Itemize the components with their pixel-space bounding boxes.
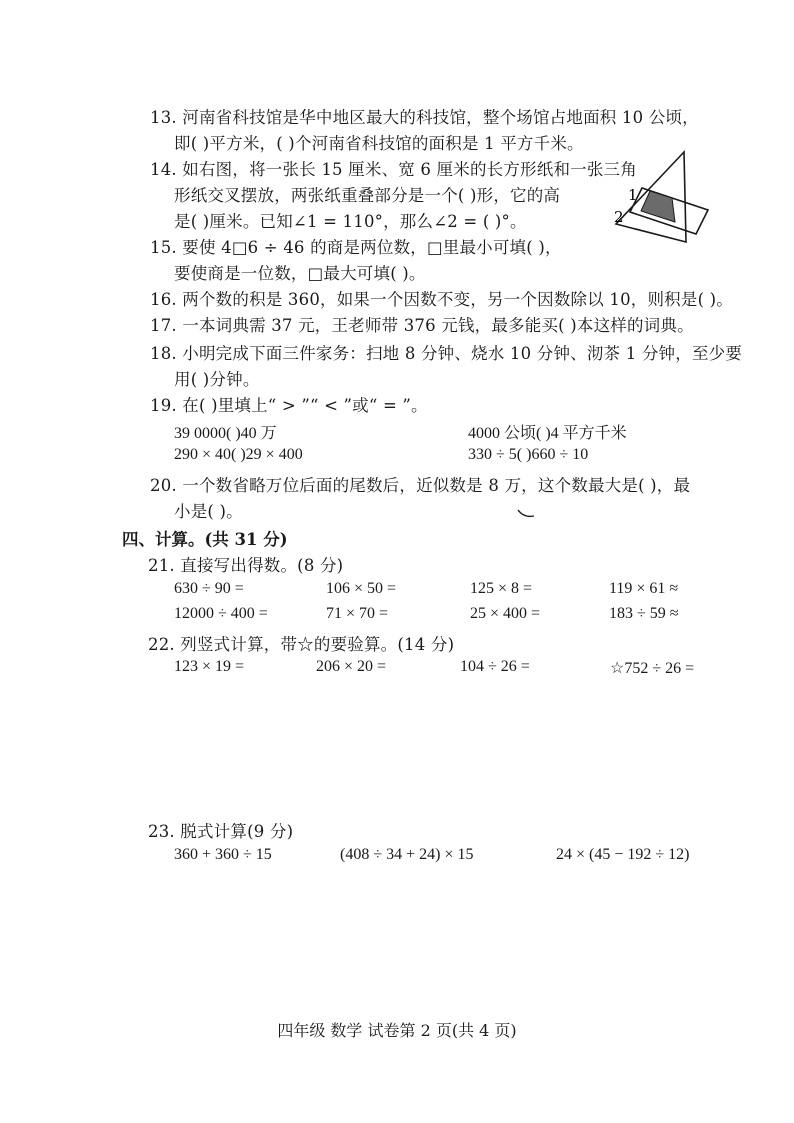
q23-title: 23. 脱式计算(9 分) — [148, 822, 294, 841]
q19-item: 290 × 40( )29 × 400 — [174, 446, 303, 463]
q22-item: 104 ÷ 26 = — [460, 658, 530, 675]
q19-line-1: 19. 在( )里填上“ > ”“ < ”或“ = ”。 — [150, 396, 428, 415]
q21-item: 106 × 50 = — [326, 580, 397, 597]
q20-line-1: 20. 一个数省略万位后面的尾数后，近似数是 8 万，这个数最大是( )，最 — [150, 476, 691, 495]
q14-line-2: 形纸交叉摆放，两张纸重叠部分是一个( )形，它的高 — [174, 186, 561, 205]
q21-item: 25 × 400 = — [470, 605, 541, 622]
q21-item: 630 ÷ 90 = — [174, 580, 244, 597]
angle-1-label: 1 — [628, 186, 638, 204]
overlap-figure — [612, 150, 714, 250]
q22-item: 123 × 19 = — [174, 658, 245, 675]
page-footer: 四年级 数学 试卷第 2 页(共 4 页) — [277, 1021, 517, 1040]
q22-title: 22. 列竖式计算，带☆的要验算。(14 分) — [148, 635, 455, 654]
q23-item: (408 ÷ 34 + 24) × 15 — [340, 846, 474, 863]
q15-line-2: 要使商是一位数，□最大可填( )。 — [174, 264, 426, 283]
q16-line-1: 16. 两个数的积是 360，如果一个因数不变，另一个因数除以 10，则积是( )。 — [150, 290, 733, 309]
q21-item: 119 × 61 ≈ — [609, 580, 679, 597]
q21-title: 21. 直接写出得数。(8 分) — [148, 556, 344, 575]
q17-line-1: 17. 一本词典需 37 元，王老师带 376 元钱，最多能买( )本这样的词典。 — [150, 316, 694, 335]
q19-item: 39 0000( )40 万 — [174, 425, 277, 442]
q19-item: 4000 公顷( )4 平方千米 — [468, 425, 627, 442]
q23-item: 360 + 360 ÷ 15 — [174, 846, 272, 863]
q18-line-1: 18. 小明完成下面三件家务：扫地 8 分钟、烧水 10 分钟、沏茶 1 分钟，至少要 — [150, 344, 743, 363]
q14-line-3: 是( )厘米。已知∠1 = 110°，那么∠2 = ( )°。 — [174, 212, 527, 231]
q13-line-1: 13. 河南省科技馆是华中地区最大的科技馆，整个场馆占地面积 10 公顷， — [150, 108, 699, 127]
section-4-title: 四、计算。(共 31 分) — [122, 530, 288, 549]
q14-line-1: 14. 如右图，将一张长 15 厘米、宽 6 厘米的长方形纸和一张三角 — [150, 160, 637, 179]
q21-item: 71 × 70 = — [326, 605, 389, 622]
q15-line-1: 15. 要使 4□6 ÷ 46 的商是两位数，□里最小可填( )， — [150, 238, 562, 257]
q18-line-2: 用( )分钟。 — [174, 370, 260, 389]
angle-2-label: 2 — [614, 208, 624, 226]
q21-item: 12000 ÷ 400 = — [174, 605, 268, 622]
q22-item: ☆752 ÷ 26 = — [610, 660, 695, 677]
q20-line-2: 小是( )。 — [174, 502, 243, 521]
q22-item: 206 × 20 = — [316, 658, 387, 675]
q19-item: 330 ÷ 5( )660 ÷ 10 — [468, 446, 589, 463]
q23-item: 24 × (45 − 192 ÷ 12) — [556, 846, 690, 863]
q21-item: 183 ÷ 59 ≈ — [609, 605, 679, 622]
q13-line-2: 即( )平方米，( )个河南省科技馆的面积是 1 平方千米。 — [174, 134, 584, 153]
q21-item: 125 × 8 = — [470, 580, 533, 597]
pen-mark — [516, 506, 536, 520]
